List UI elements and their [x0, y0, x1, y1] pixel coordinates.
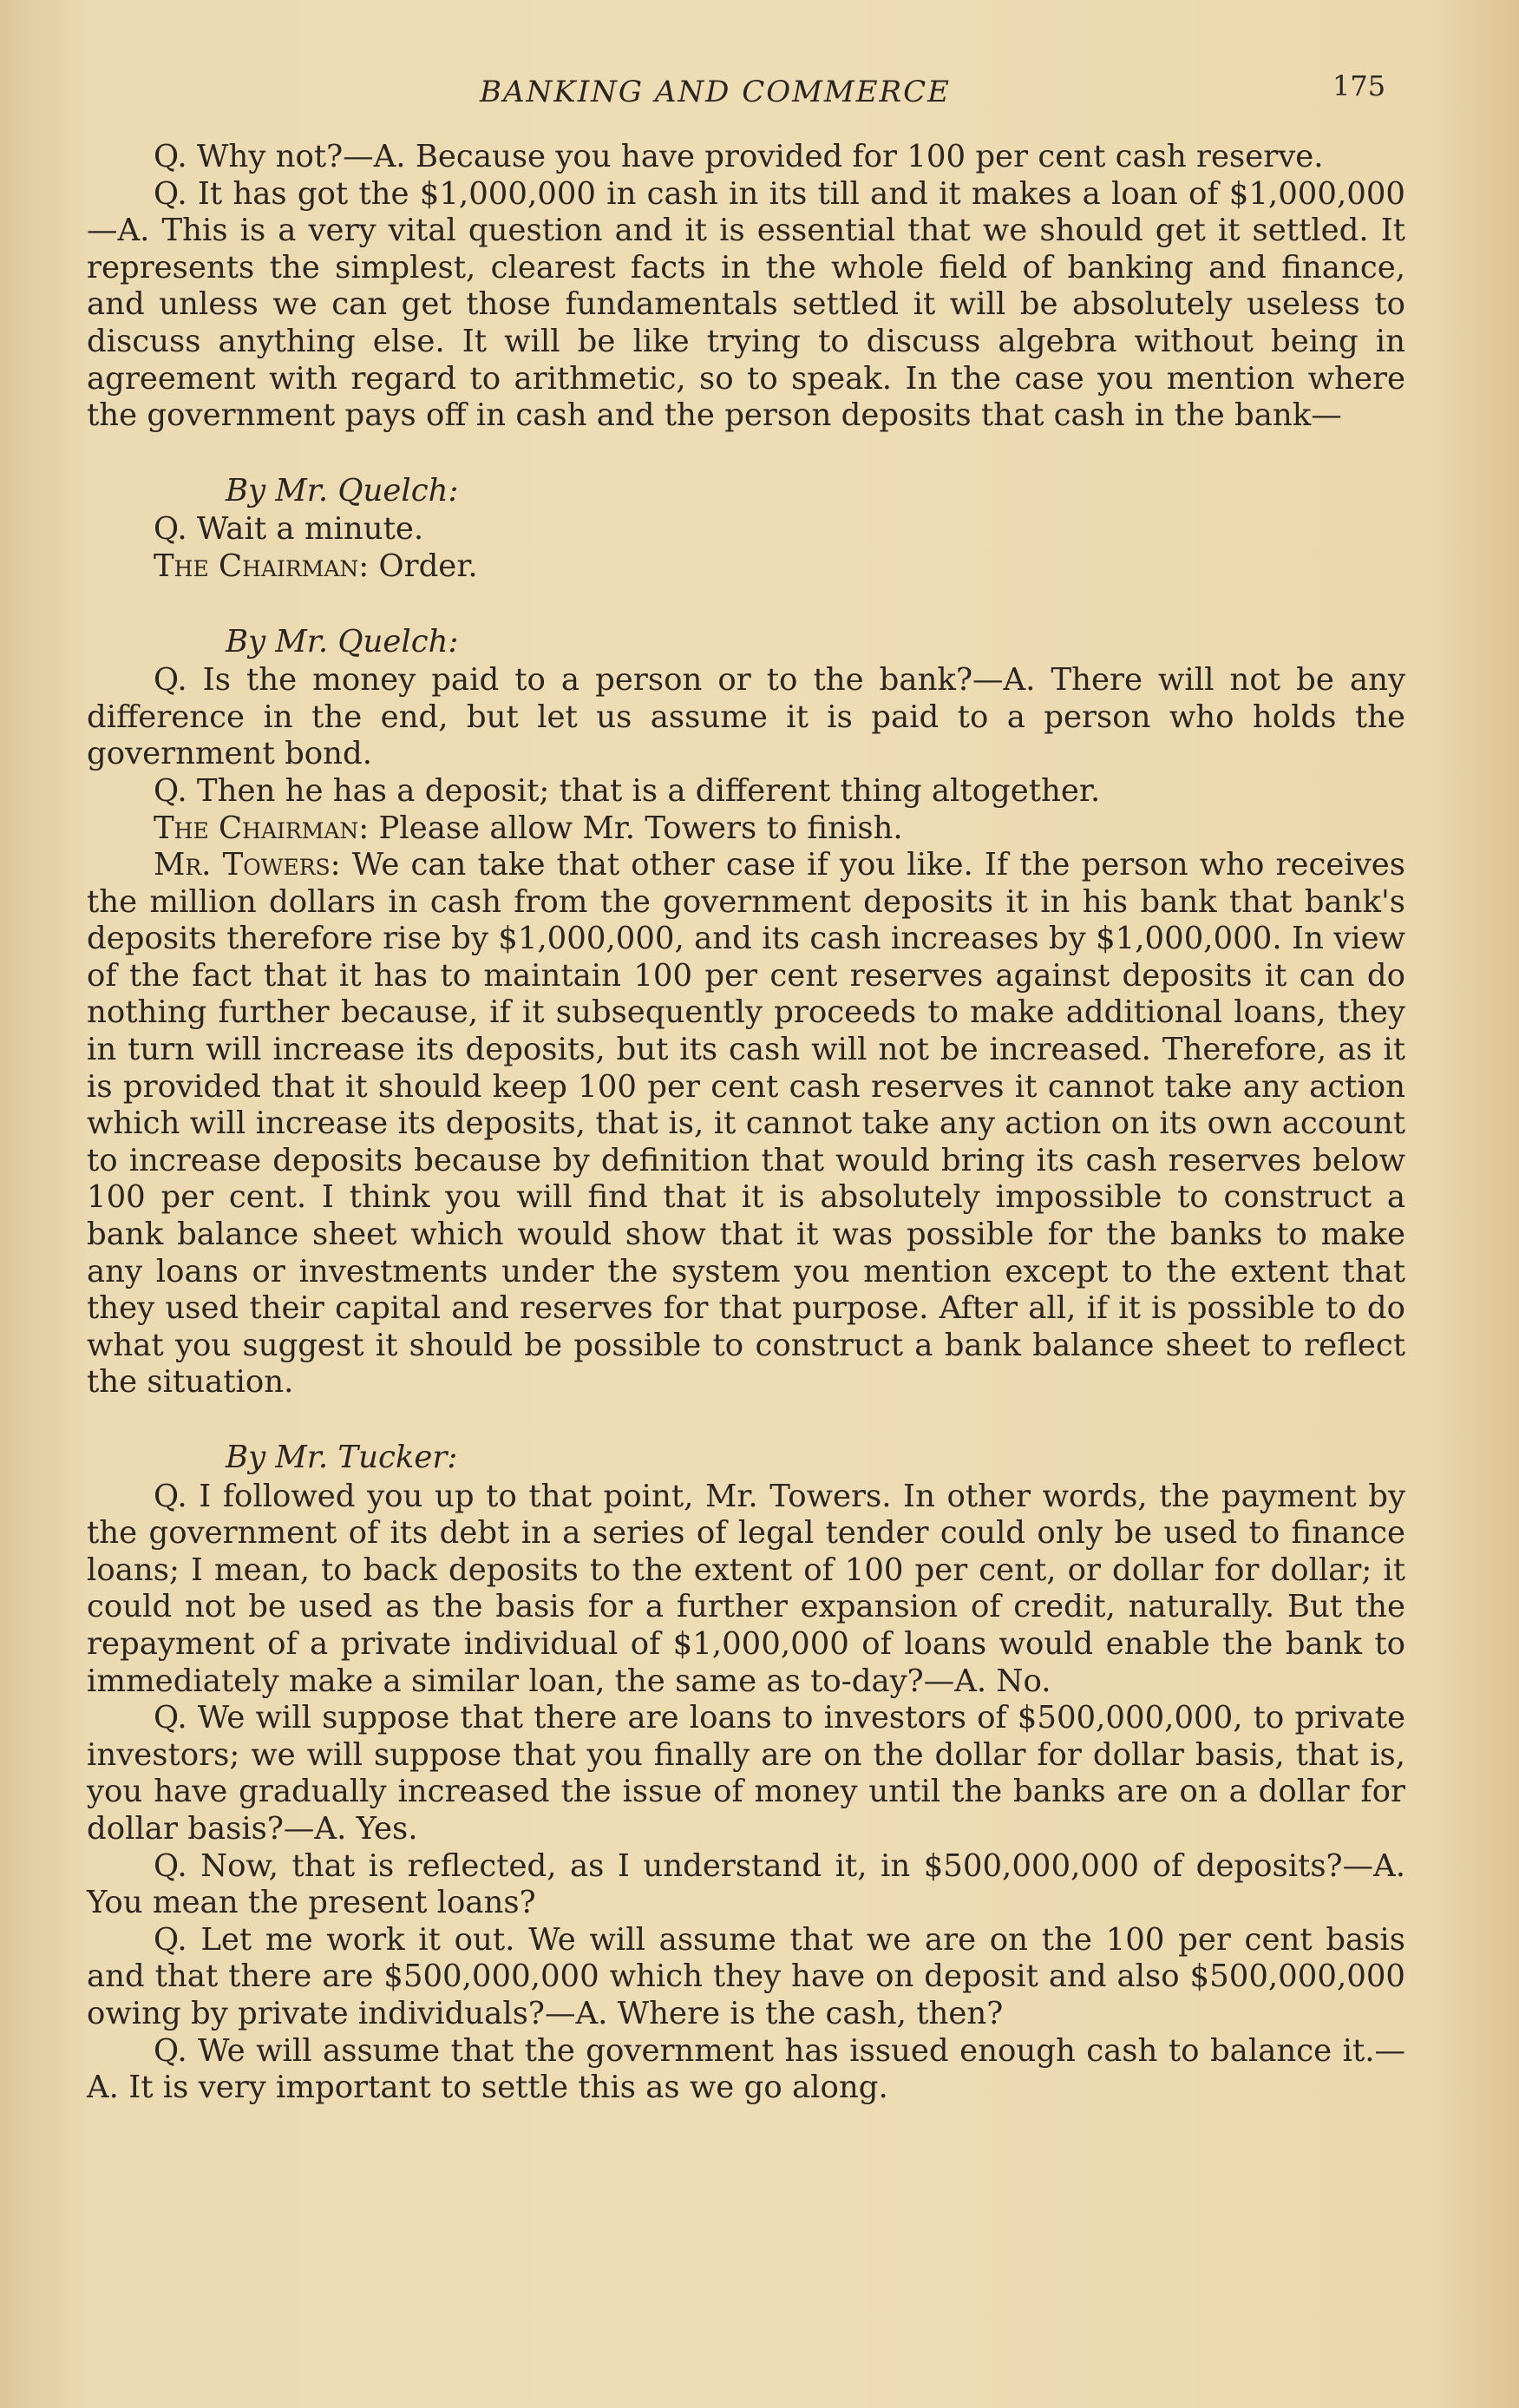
speaker-text: : Order. [358, 548, 478, 584]
paragraph [87, 548, 1405, 586]
page-header [0, 69, 1519, 121]
paragraph [87, 810, 1405, 848]
speaker-heading: By Mr. Quelch: [226, 472, 459, 509]
page-number: 175 [1332, 69, 1386, 102]
speaker-heading: By Mr. Tucker: [226, 1440, 458, 1475]
speaker-text: : We can take that other case if you like. If the person who receives the million dollars in cash from the government deposits it in his bank that bank's deposits therefore rise by $1,000,000, and its cash increases by $1,000,000. In view of the fact that it has to maintain 100 per cent reserves against deposits it can do nothing further because, if it subsequently proceeds to make additional loans, they in turn will increase its deposits, but its cash will not be increased. Therefore, as it is provided that it should keep 100 per cent cash reserves it cannot take any action which will increase its deposits, that is, it cannot take any action on its own account to increase deposits because by definition that would bring its cash reserves below 100 per cent. I think you will find that it is absolutely impossible to construct a bank balance sheet which would show that it was possible for the banks to make any loans or investments under the system you mention except to the extent that they used their capital and reserves for that purpose. After all, if it is possible to do what you suggest it should be possible to construct a bank balance sheet to reflect the situation. [87, 847, 1406, 1401]
paragraph: Q. Let me work it out. We will assume that we are on the 100 per cent basis and that there are $500,000,000 which they have on deposit and also $500,000,000 owing by private individuals?—A. Where is the cash, then? [87, 1921, 1405, 2031]
speaker-text: : Please allow Mr. Towers to finish. [358, 810, 903, 846]
speaker-heading: By Mr. Quelch: [226, 623, 459, 659]
running-head: BANKING AND COMMERCE [480, 75, 951, 109]
page-body [87, 139, 1405, 2107]
speaker-name: Mr. Towers [154, 847, 331, 883]
paragraph [87, 847, 1405, 1401]
paragraph: Q. Wait a minute. [154, 511, 424, 548]
paragraph: Q. Why not?—A. Because you have provided for 100 per cent cash reserve. [154, 139, 1324, 174]
paragraph: Q. We will assume that the government has issued enough cash to balance it.—A. It is very important to settle this as we go along. [87, 2032, 1405, 2106]
paragraph: Q. Now, that is reflected, as I understand it, in $500,000,000 of deposits?—A. You mean the present loans? [87, 1847, 1405, 1921]
speaker-name: The Chairman [154, 810, 359, 846]
paragraph: Q. I followed you up to that point, Mr. Towers. In other words, the payment by the government of its debt in a series of legal tender could only be used to finance loans; I mean, to back deposits to the extent of 100 per cent, or dollar for dollar; it could not be used as the basis for a further expansion of credit, naturally. But the repayment of a private individual of $1,000,000 of loans would enable the bank to immediately make a similar loan, the same as to-day?—A. No. [87, 1478, 1405, 1699]
speaker-name: The Chairman [154, 548, 359, 584]
paragraph: Q. Is the money paid to a person or to the bank?—A. There will not be any difference in the end, but let us assume it is paid to a person who holds the government bond. [87, 662, 1405, 772]
paragraph: Q. We will suppose that there are loans to investors of $500,000,000, to private investors; we will suppose that you finally are on the dollar for dollar basis, that is, you have gradually increased the issue of money until the banks are on a dollar for dollar basis?—A. Yes. [87, 1700, 1405, 1847]
paragraph: Q. Then he has a deposit; that is a different thing altogether. [154, 772, 1101, 809]
paragraph: Q. It has got the $1,000,000 in cash in its till and it makes a loan of $1,000,000—A. This is a very vital question and it is essential that we should get it settled. It represents the simplest, clearest facts in the whole field of banking and finance, and unless we can get those fundamentals settled it will be absolutely useless to discuss anything else. It will be like trying to discuss algebra without being in agreement with regard to arithmetic, so to speak. In the case you mention where the government pays off in cash and the person deposits that cash in the bank— [87, 175, 1405, 434]
